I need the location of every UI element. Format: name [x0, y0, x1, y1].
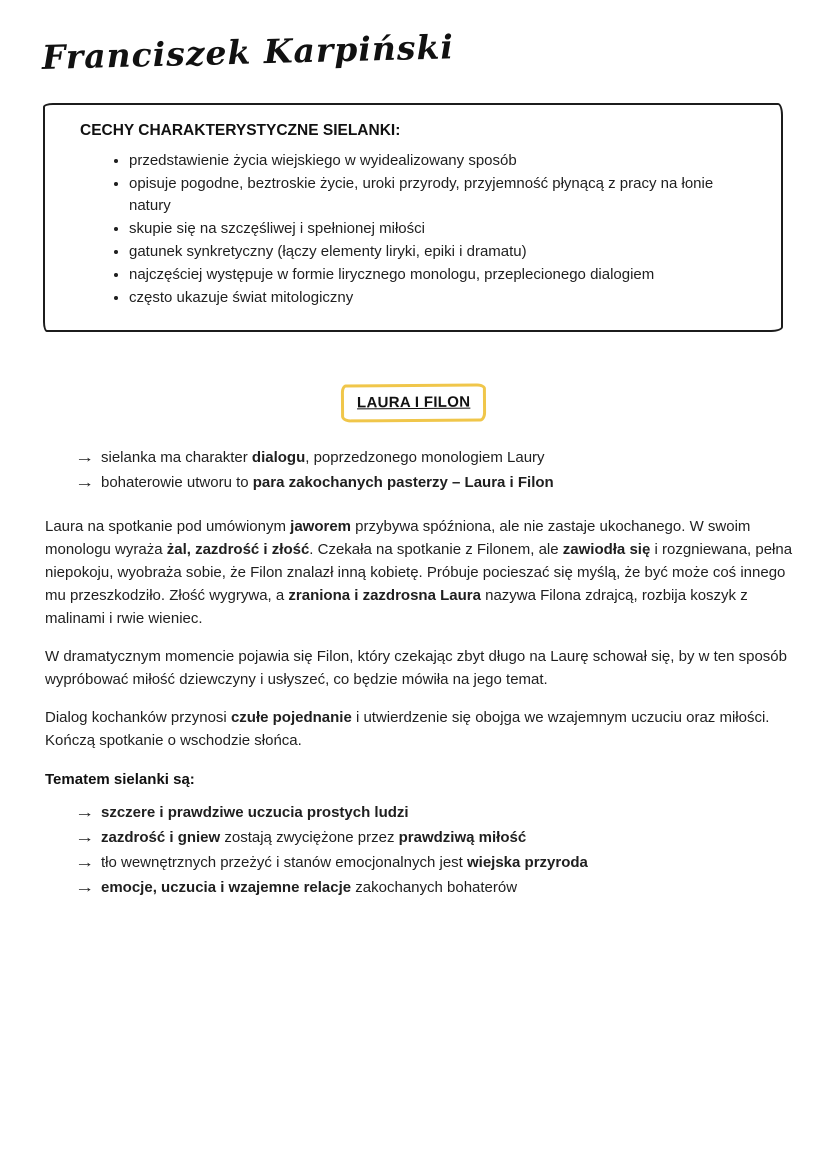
theme-arrow-item	[75, 801, 800, 824]
section-badge-label: LAURA I FILON	[357, 393, 471, 412]
feature-bullet	[129, 287, 753, 309]
intro-arrow-list	[75, 446, 800, 494]
intro-arrow-item	[75, 446, 800, 469]
intro-arrow-item	[75, 471, 800, 494]
list-item-text: bohaterowie utworu to para zakochanych pasterzy – Laura i Filon	[101, 474, 554, 491]
list-item-text: opisuje pogodne, beztroskie życie, uroki przyrody, przyjemność płynącą z pracy na łonie natury	[129, 175, 714, 214]
list-item-text: szczere i prawdziwe uczucia prostych ludzi	[101, 804, 409, 821]
arrow-icon: →	[75, 854, 95, 871]
feature-bullet	[129, 241, 753, 263]
arrow-icon: →	[75, 474, 95, 491]
list-item-text: najczęściej występuje w formie lirycznego monologu, przeplecionego dialogiem	[129, 266, 655, 283]
list-item-text: gatunek synkretyczny (łączy elementy liryki, epiki i dramatu)	[129, 243, 527, 260]
list-item-text: przedstawienie życia wiejskiego w wyidealizowany sposób	[129, 152, 517, 169]
themes-arrow-list	[75, 801, 800, 899]
list-item-text: emocje, uczucia i wzajemne relacje zakochanych bohaterów	[101, 879, 518, 896]
story-paragraph-3: Dialog kochanków przynosi czułe pojednanie i utwierdzenie się obojga we wzajemnym uczuciu oraz miłości. Kończą spotkanie o wschodzie słońca.	[45, 709, 770, 749]
handwritten-title: Franciszek Karpiński	[41, 27, 455, 77]
feature-bullet	[129, 218, 753, 240]
list-item-text: skupie się na szczęśliwej i spełnionej miłości	[129, 220, 425, 237]
theme-arrow-item	[75, 851, 800, 874]
list-item-text: zazdrość i gniew zostają zwyciężone przez prawdziwą miłość	[101, 829, 527, 846]
arrow-icon: →	[75, 804, 95, 821]
feature-bullet	[129, 150, 753, 172]
features-box	[43, 103, 783, 332]
badge-row	[0, 384, 828, 422]
arrow-icon: →	[75, 449, 95, 466]
list-item-text: tło wewnętrznych przeżyć i stanów emocjonalnych jest wiejska przyroda	[101, 854, 588, 871]
feature-bullet	[129, 173, 753, 217]
feature-bullet	[129, 264, 753, 286]
section-badge	[341, 383, 487, 422]
list-item-text: sielanka ma charakter dialogu, poprzedzonego monologiem Laury	[101, 449, 545, 466]
arrow-icon: →	[75, 879, 95, 896]
story-paragraph-1: Laura na spotkanie pod umówionym jaworem przybywa spóźniona, ale nie zastaje ukochanego. W swoim monologu wyraża żal, zazdrość i złość. Czekała na spotkanie z Filonem, ale zawiodła się i rozgniewana, pełna niepokoju, wyobraża sobie, że Filon znalazł inną kobietę. Próbuje pocieszać się myślą, że być może coś innego mu przeszkodziło. Złość wygrywa, a zraniona i zazdrosna Laura nazywa Filona zdrajcą, rozbija koszyk z malinami i rwie wieniec.	[45, 518, 793, 627]
features-heading: CECHY CHARAKTERYSTYCZNE SIELANKI:	[80, 122, 401, 139]
arrow-icon: →	[75, 829, 95, 846]
story-paragraph-2: W dramatycznym momencie pojawia się Filon, który czekając zbyt długo na Laurę schował się, by w ten sposób wypróbować miłość dziewczyny i usłyszeć, co będzie mówiła na jego temat.	[45, 648, 787, 688]
list-item-text: często ukazuje świat mitologiczny	[129, 289, 354, 306]
features-list	[80, 150, 753, 309]
theme-arrow-item	[75, 826, 800, 849]
themes-heading: Tematem sielanki są:	[45, 771, 195, 788]
theme-arrow-item	[75, 876, 800, 899]
